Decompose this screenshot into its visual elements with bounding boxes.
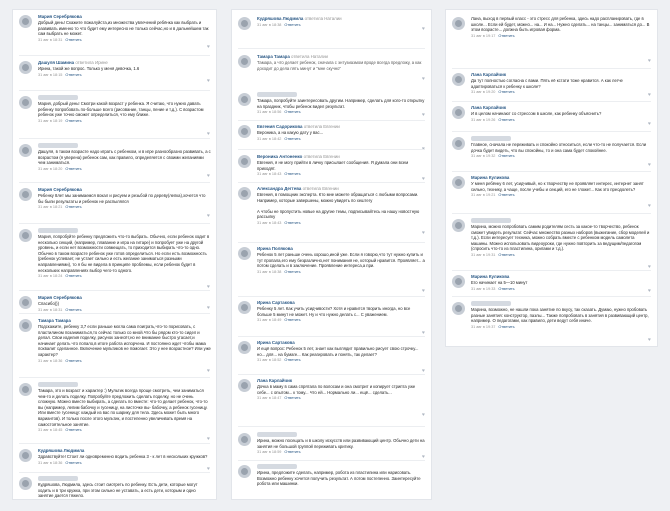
heart-icon[interactable]: ♥ [422,368,425,374]
avatar[interactable] [238,433,251,446]
avatar[interactable] [238,247,251,260]
comment-text: Кудряшова, Людмила, здесь стоит смотреть по ребенку. Есть дети, которые могут ходить и в три кружка, при этом сильно не уставать, а есть дети, которым и одно занятие дается тяжело. [38,482,198,499]
author-name[interactable]: Кудряшова Людмила [38,448,85,453]
avatar[interactable] [19,96,32,109]
author-name[interactable]: Вероника Антоненко [257,154,303,159]
comment-text: И ещё вопрос: Ребенок 5 лет, знает как выглядит правильно рисует свою строчку... но... для... на бумаге... Как реагировать и понять, так делает? [257,346,419,357]
comment [232,184,431,240]
comment [13,293,216,311]
comment-text: Ребенку 5 лет. Как учить усидчивости? Хотя и нравится творить иногда, но все больше 5 минут не может. Ну и что нужно делать с... С уважением. [257,306,411,317]
comment [232,430,431,458]
comment-text: Лана, выход в первый класс - это стресс для ребенка, здесь надо распланировать, где в школе... Если ей будет, можно... на... И на... Нужно сделать... на танцы... заниматься до... В этом возрасте... должна быть игровая форма. [471,16,650,33]
comment-date[interactable]: 31 авг в 18:24 [38,274,63,279]
reply-link[interactable]: Ответить [284,450,301,455]
heart-icon[interactable]: ♥ [207,173,210,179]
comment [232,462,431,498]
comment-date[interactable]: 31 авг в 19:31 [471,252,496,257]
comment [232,14,431,34]
comment-text: Ирина, предложите сделать, например, робота из пластилина или нарисовать. Возможно ребенку хочется получить результат. А потом постепенно. Заинтересуйте робота или машинки. [257,470,421,487]
comment-text: У меня ребёнку 6 лет, усидчивый, но к творчеству не проявляет интерес, интернет занят сильно, технику, а чаще, после учебы и секций, его не гложет... Как это преодолеть? [471,181,644,192]
comment-text: Его начинает на 5—10 минут [471,280,528,285]
comment-text: И в целом начинают со стрессом в школе, как ребенку объяснить? [471,111,602,116]
heart-icon[interactable]: ♥ [422,26,425,32]
author-name[interactable]: Мария Серебрякова [38,295,82,300]
reply-link[interactable]: Ответить [284,110,301,115]
comment [13,380,216,440]
heart-icon[interactable]: ♥ [422,176,425,182]
avatar[interactable] [238,17,251,30]
author-name-hidden [257,464,297,469]
avatar[interactable] [238,93,251,106]
comment-date[interactable]: 31 авг в 18:52 [257,358,282,363]
author-name[interactable]: Тамара Тамара [257,54,290,59]
avatar[interactable] [238,465,251,478]
reply-link[interactable]: Ответить [65,460,82,465]
author-name-hidden [38,143,78,148]
avatar[interactable] [19,229,32,242]
comment-date[interactable]: 31 авг в 18:20 [38,166,63,171]
comment-text: Марина, возможно, не нашли пока занятие по вкусу, так сказать. Думаю, нужно пробовать разные занятия: конструктор, пазлы... Также попробовать в занятия в развивающий центр, например. О педагогами, как правило, дети ведут себя иначе. [471,307,649,324]
comment-text: Спасибо))) [38,301,59,306]
avatar[interactable] [452,106,465,119]
reply-link[interactable]: Ответить [65,205,82,210]
reply-link[interactable]: Ответить [65,358,82,363]
avatar[interactable] [452,275,465,288]
comment [13,12,216,52]
comment [232,338,431,374]
heart-icon[interactable]: ♥ [422,412,425,418]
avatar[interactable] [452,219,465,232]
comment-date[interactable]: 31 авг в 18:49 [257,318,282,323]
avatar[interactable] [238,301,251,314]
comment-date[interactable]: 31 авг в 18:43 [257,172,282,177]
reply-link[interactable]: Ответить [284,220,301,225]
comments-column-2 [232,10,431,499]
comment-date[interactable]: 31 авг в 18:15 [38,72,63,77]
heart-icon[interactable]: ♥ [648,92,651,98]
comment-date[interactable]: 31 авг в 18:56 [257,110,282,115]
heart-icon[interactable]: ♥ [648,203,651,209]
heart-icon[interactable]: ♥ [422,330,425,336]
avatar[interactable] [19,15,32,28]
author-name-hidden [38,476,78,481]
reply-link[interactable]: Ответить [284,136,301,141]
avatar[interactable] [238,55,251,68]
reply-link[interactable]: Ответить [498,252,515,257]
comment [13,316,216,374]
author-name-hidden [471,136,511,141]
comment [446,103,657,129]
comment-date[interactable]: 31 авг в 19:32 [471,154,496,159]
reply-to: ответила Ирине [75,60,108,65]
avatar[interactable] [19,383,32,396]
author-name[interactable]: Александра Дегтева [257,186,302,191]
author-name-hidden [257,432,297,437]
author-name[interactable]: Ирина Сартакова [257,340,295,345]
comment-date[interactable]: 31 авг в 19:26 [471,117,496,122]
avatar[interactable] [452,176,465,189]
comment-text: Да тут полностью согласна с вами. Пять её кстати тоже нравится. А как легче адаптироваться к ребенку к школе? [471,78,623,89]
heart-icon[interactable]: ♥ [207,305,210,311]
comment [13,226,216,290]
heart-icon[interactable]: ♥ [422,230,425,236]
heart-icon[interactable]: ♥ [648,288,651,294]
avatar[interactable] [19,188,32,201]
comment [446,134,657,168]
comment-text: Евгения, я не могу прийти в личку присылает сообщения. Я думала они всем приходят. [257,160,409,171]
author-name[interactable]: Лана Карлайчик [471,72,507,77]
reply-to: ответила Евгении [303,154,340,159]
comment-date[interactable]: 31 авг в 19:21 [471,193,496,198]
comment [13,141,216,177]
comment [232,244,431,294]
author-name[interactable]: Марина Куликова [471,274,510,279]
heart-icon[interactable]: ♥ [648,264,651,270]
avatar[interactable] [19,296,32,309]
author-name[interactable]: Евгения Садорикова [257,124,303,129]
heart-icon[interactable]: ♥ [648,121,651,127]
heart-icon[interactable]: ♥ [648,162,651,168]
avatar[interactable] [19,477,32,490]
comment [13,185,216,219]
reply-link[interactable]: Ответить [65,428,82,433]
heart-icon[interactable]: ♥ [207,78,210,84]
comment-text: Ребенок 5 лет раньше очень хорошо,иной уже. Если я говорю,что тут нужно купить и тут пропала,его ему безразлично,нет понимания не, который нравится. Проявляет... а потом сделать и в заключение. Проявление интереса,а при. [257,252,425,269]
reply-link[interactable]: Ответить [498,193,515,198]
author-name-hidden [38,228,78,233]
comment-text: Добрый день! Скажите пожалуйста,из множества увлечений ребёнка как выбрать и развивать именно то что будет ему интересно не только сейчас,но и в дальнейшем так сам выбрать не может. [38,20,209,37]
avatar[interactable] [19,449,32,462]
avatar[interactable] [452,137,465,150]
author-name-hidden [38,382,78,387]
comment [232,376,431,418]
comment [232,298,431,336]
author-name-hidden [257,92,297,97]
reply-link[interactable]: Ответить [65,37,82,42]
comment-text: Тамара, а что делает ребенок, сначала с энтузиазмом вроде всегда предложу, а как доходит до дела пять минут и "мне скучно" [257,60,422,71]
comment-text: Главное, сначала не переживать и спокойно относиться, если что-то не получается. Если дочка будет видеть, что вы спокойны, то и она сама будет спокойнее. [471,142,647,153]
reply-to: ответила Евгении [302,186,339,191]
comment [446,70,657,98]
reply-link[interactable]: Ответить [498,286,515,291]
comments-column-1 [13,10,216,499]
reply-link[interactable]: Ответить [498,90,515,95]
heart-icon[interactable]: ♥ [207,213,210,219]
reply-link[interactable]: Ответить [284,396,301,401]
author-name-hidden [471,301,511,306]
author-name[interactable]: Лана Карлайчик [257,378,293,383]
author-name[interactable]: Дашуля Шамина [38,60,75,65]
heart-icon[interactable]: ♥ [207,368,210,374]
comment [446,216,657,270]
comment-text: Ирина, такой же вопрос. Только у меня девочка, 1.6 [38,66,140,71]
avatar[interactable] [238,187,251,200]
heart-icon[interactable]: ♥ [422,454,425,460]
reply-link[interactable]: Ответить [498,154,515,159]
reply-link[interactable]: Ответить [284,172,301,177]
reply-link[interactable]: Ответить [284,23,301,27]
comment-text: Евгения, в помощник эксперта. Кто мне можете обращаться с любыми вопросами. Например, которые завершены, можно увидеть по хештегу А чтобы не пропустить новые на другие темы, подписывайтесь на нашу новостную рассылку [257,192,420,220]
comment [13,446,216,470]
comment-text: Тамара, это и возраст и характер :) Мультик всегда проще смотреть, чем заниматься чем-то и делать поделку. Попробуйте предложить сделать поделку, но не очень сложную. Можно вместе выбирать, а сделать по вместе: что-то делает ребенок, что-то вы (например, лепим бабочку и гусеницу, на листочке вы- бабочку, а ребенок гусеницу. Или вместе гусеницу: каждый из вас по шарику для тела. Здесь может быть много вариантов). И только после этого мультик, и постепенно увеличивать время на самостоятельное занятие. [38,388,208,427]
comment [232,152,431,182]
reply-link[interactable]: Ответить [65,72,82,77]
comment [446,299,657,343]
comment-text: Ребенку 8лет мы занимаемся вокал и рисуем и резьбой по дереву(лепка),хочется что бы были результаты и ребенок не распылялся [38,193,206,204]
comment-text: Подскажите, ребенку 3,7 если раньше могла сама поиграть,что-то порисовать, с пластилином позаниматься,то сейчас только со мной.Что бы рядом кто-то сидел и делал. Свои изделия поделку, рисунок занесёт,но ее внимание быстро угасает,и начинает делать что попало,в итоге работа испорчена. И постоянно ждет чтобы мама похвалит сделанное. Включение мультиков не помогает. Это у нее возрастное? Или уже характер? [38,324,211,357]
comment [13,93,216,137]
author-name[interactable]: Кудряшова Людмила [257,16,304,21]
comment [446,173,657,209]
comment-date[interactable]: 31 авг в 19:33 [471,286,496,291]
author-name[interactable]: Тамара Тамара [38,318,71,323]
comment-text: Тамара, попробуйте заинтересовать другим. Например, сделать для кого-то открытку на праздник, чтобы ребенок видел результат. [257,98,425,109]
heart-icon[interactable]: ♥ [207,44,210,50]
comment [232,52,431,84]
reply-link[interactable]: Ответить [65,307,82,312]
comment [232,90,431,118]
avatar[interactable] [452,302,465,315]
comment-date[interactable]: 31 авг в 18:45 [38,428,63,433]
comment-date[interactable]: 31 авг в 18:31 [38,37,63,42]
author-name[interactable]: Лана Карлайчик [471,105,507,110]
heart-icon[interactable]: ♥ [207,466,210,472]
heart-icon[interactable]: ♥ [422,288,425,294]
comment-date[interactable]: 31 авг в 18:31 [38,307,63,312]
reply-link[interactable]: Ответить [284,269,301,274]
reply-link[interactable]: Ответить [65,118,82,123]
reply-to: ответила Евгении [303,124,340,129]
comment [446,14,657,64]
reply-link[interactable]: Ответить [284,358,301,363]
reply-to: ответила Наталии [291,54,329,59]
reply-link[interactable]: Ответить [284,318,301,323]
comment-date[interactable]: 31 авг в 18:43 [257,220,282,225]
author-name[interactable]: Ирина Сартакова [257,300,295,305]
comment-date[interactable]: 31 авг в 18:38 [257,23,282,27]
reply-link[interactable]: Ответить [498,324,515,329]
heart-icon[interactable]: ♥ [207,436,210,442]
heart-icon[interactable]: ♥ [422,76,425,82]
heart-icon[interactable]: ♥ [422,112,425,118]
comment-text: Мария, попробуйте ребенку предложить что-то выбрать. Обычно, если ребенок ходит в несколько секций, (например, плавание и игра на гитаре) и попробует уже на другой уровень, и если нет возможности совмещать, то приходится выбирать что-то одно. Обычно в таком возрасте ребенок уже готов определиться. Но если есть возможность (ребенок успевает, не устает сильно и есть желание заниматься разными направлениями), то я бы не видела в принципе проблемы, если ребенок будет в нескольких направлениях выбор чего-то одного. [38,234,210,273]
avatar[interactable] [238,155,251,168]
avatar[interactable] [238,379,251,392]
comment-date[interactable]: 31 авг в 19:20 [471,90,496,95]
heart-icon[interactable]: ♥ [207,131,210,137]
comment-date[interactable]: 31 авг в 19:37 [471,324,496,329]
comment-text: Мария, добрый день! Смотри какой возраст у ребенка. Я считаю, что нужно давать ребенку попробовать по-больше всего (рисование, танцы, пение и т.д.). С возрастом ребенок уже точно сможет определиться, что ему ближе. [38,101,204,118]
avatar[interactable] [19,319,32,332]
comment [232,122,431,152]
comment-date[interactable]: 31 авг в 18:47 [257,396,282,401]
comment-date[interactable]: 31 авг в 18:42 [257,136,282,141]
comment-date[interactable]: 31 авг в 18:19 [38,118,63,123]
author-name[interactable]: Ирина Полякова [257,246,293,251]
comments-column-3 [446,10,657,346]
comment [446,272,657,294]
author-name-hidden [471,218,511,223]
comment-date[interactable]: 31 авг в 18:59 [257,450,282,455]
comment-date[interactable]: 31 авг в 18:36 [38,358,63,363]
avatar[interactable] [452,17,465,30]
avatar[interactable] [238,125,251,138]
avatar[interactable] [238,341,251,354]
comment-date[interactable]: 31 авг в 19:17 [471,33,496,38]
author-name[interactable]: Марина Куликова [471,175,510,180]
avatar[interactable] [19,61,32,74]
comment-text: Здравствуйте! Стоит ли одновременно водить ребенка 3 - к лет в нескольких кружков? [38,454,208,459]
comment-text: Ирина, можно посещать и в школу искусств или развивающий центр. Обычно дети на занятия не большой группой переживать критику. [257,438,425,449]
comment-date[interactable]: 31 авг в 18:36 [38,460,63,465]
comment-text: Марина, можно попробовать самим родителям сесть за какое-то творчество, ребенок сможет увидеть результат. Сейчас множество разных наборов (выжигание, сбор моделей и т.д.). Если интересует техника, можно собрать вместе с ребенком модель самолета машины. Можно использовать видеоуроки, где нужно повторить за ведущим/педагогом (спросить что-то из пластилина, оригами и т.д.). [471,224,650,252]
comment-date[interactable]: 31 авг в 18:21 [38,205,63,210]
avatar[interactable] [452,73,465,86]
heart-icon[interactable]: ♥ [648,58,651,64]
reply-to: ответила Наталии [304,16,342,21]
reply-link[interactable]: Ответить [65,274,82,279]
comment-text: Вероника, а на какую дату у вас... [257,130,324,135]
heart-icon[interactable]: ♥ [207,284,210,290]
author-name-hidden [38,95,78,100]
comment-date[interactable]: 31 авг в 18:38 [257,269,282,274]
comment-text: Дочка в маму в сама спрятала по волосам и она смотрит и копирует стрипта уже себе... с опытом... к тому... Что ей... Нормально ли... ещё... сделать... [257,384,416,395]
comment [13,58,216,86]
heart-icon[interactable]: ♥ [648,337,651,343]
comment [13,474,216,499]
reply-link[interactable]: Ответить [498,33,515,38]
author-name[interactable]: Мария Серебрякова [38,187,82,192]
reply-link[interactable]: Ответить [498,117,515,122]
reply-link[interactable]: Ответить [65,166,82,171]
avatar[interactable] [19,144,32,157]
comment-text: Дашуля, в таком возрасте надо играть с ребенком, и в игре разнообразно развивать, а с возрастом (я уверена) ребенок сам, как правило, определяется с своими желаниями чем заниматься. [38,149,211,166]
author-name[interactable]: Мария Серебрякова [38,14,82,19]
